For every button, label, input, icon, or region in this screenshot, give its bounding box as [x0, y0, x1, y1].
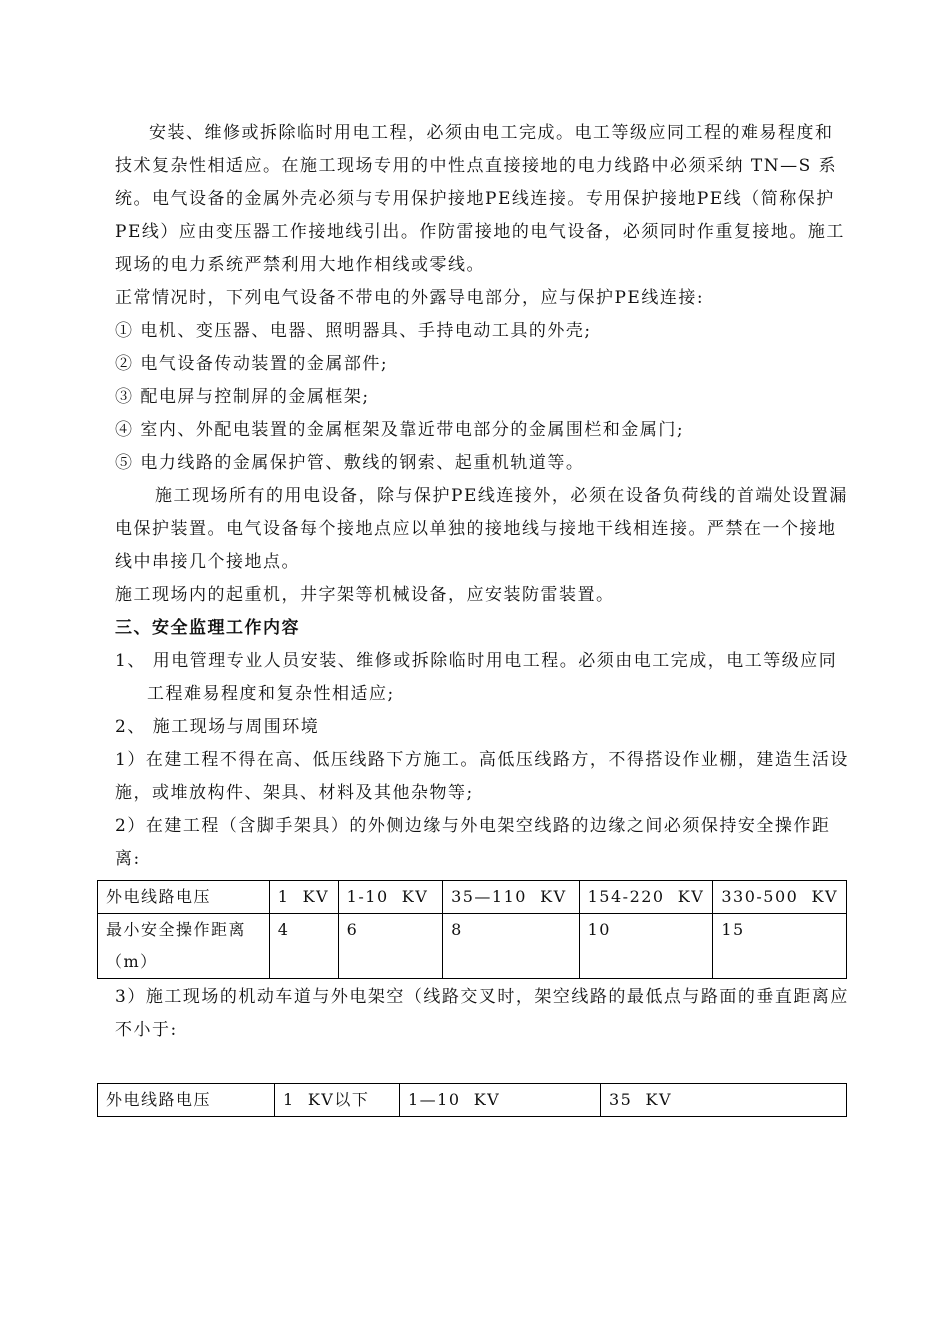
- section-heading: 三、安全监理工作内容: [115, 618, 300, 638]
- paragraph-temporary-power: 安装、维修或拆除临时用电工程，必须由电工完成。电工等级应同工程的难易程度和技术复杂性相适应。在施工现场专用的中性点直接接地的电力线路中必须采纳 TN—S 系统。电气设备的金属外壳必须与专用保护接地PE线连接。专用保护接地PE线（简称保护PE线）应由变压器工作接地线引出。作防雷接地的电气设备，必须同时作重复接地。施工现场的电力系统严禁利用大地作相线或零线。: [115, 123, 845, 275]
- table-cell: 外电线路电压: [98, 1084, 275, 1117]
- table-cell: 1—10 KV: [400, 1084, 601, 1117]
- paragraph-pe-connection-intro: 正常情况时，下列电气设备不带电的外露导电部分，应与保护PE线连接:: [115, 288, 705, 308]
- list-item: ① 电机、变压器、电器、照明器具、手持电动工具的外壳;: [115, 321, 592, 341]
- list-item: ③ 配电屏与控制屏的金属框架;: [115, 387, 370, 407]
- document-page: [106, 117, 850, 1117]
- table-cell: 1-10 KV: [338, 881, 442, 914]
- sub-item: 2）在建工程（含脚手架具）的外侧边缘与外电架空线路的边缘之间必须保持安全操作距离:: [115, 816, 831, 869]
- sub-item: 1）在建工程不得在高、低压线路下方施工。高低压线路方，不得搭设作业棚，建造生活设施，或堆放构件、架具、材料及其他杂物等;: [115, 750, 849, 803]
- table-row: [98, 914, 847, 979]
- table-header-row: [98, 881, 847, 914]
- table-cell: 外电线路电压: [98, 881, 270, 914]
- numbered-item: 2、 施工现场与周围环境: [115, 717, 320, 737]
- table-cell: 10: [579, 914, 713, 979]
- table-cell: 1 KV: [269, 881, 338, 914]
- list-item: ⑤ 电力线路的金属保护管、敷线的钢索、起重机轨道等。: [115, 453, 585, 473]
- table-cell: 35 KV: [601, 1084, 847, 1117]
- table-cell: 1 KV以下: [275, 1084, 400, 1117]
- table-cell: 330-500 KV: [713, 881, 847, 914]
- paragraph-lightning-protection: 施工现场内的起重机，井字架等机械设备，应安装防雷装置。: [115, 585, 615, 605]
- table-cell: 6: [338, 914, 442, 979]
- safe-distance-table: [97, 880, 847, 979]
- paragraph-leakage-protection: 施工现场所有的用电设备，除与保护PE线连接外，必须在设备负荷线的首端处设置漏电保护装置。电气设备每个接地点应以单独的接地线与接地干线相连接。严禁在一个接地线中串接几个接地点。: [115, 486, 848, 572]
- table-cell: 4: [269, 914, 338, 979]
- table-cell: 8: [443, 914, 580, 979]
- table-cell: 154-220 KV: [579, 881, 713, 914]
- table-cell: 15: [713, 914, 847, 979]
- sub-item: 3）施工现场的机动车道与外电架空（线路交叉时，架空线路的最低点与路面的垂直距离应不小于:: [115, 987, 849, 1040]
- table-cell: 35—110 KV: [443, 881, 580, 914]
- list-item: ④ 室内、外配电装置的金属框架及靠近带电部分的金属围栏和金属门;: [115, 420, 685, 440]
- vertical-distance-table: [97, 1083, 847, 1117]
- list-item: ② 电气设备传动装置的金属部件;: [115, 354, 389, 374]
- table-cell: 最小安全操作距离（m）: [98, 914, 270, 979]
- table-header-row: [98, 1084, 847, 1117]
- numbered-item: 1、 用电管理专业人员安装、维修或拆除临时用电工程。必须由电工完成，电工等级应同工程难易程度和复杂性相适应;: [115, 651, 838, 704]
